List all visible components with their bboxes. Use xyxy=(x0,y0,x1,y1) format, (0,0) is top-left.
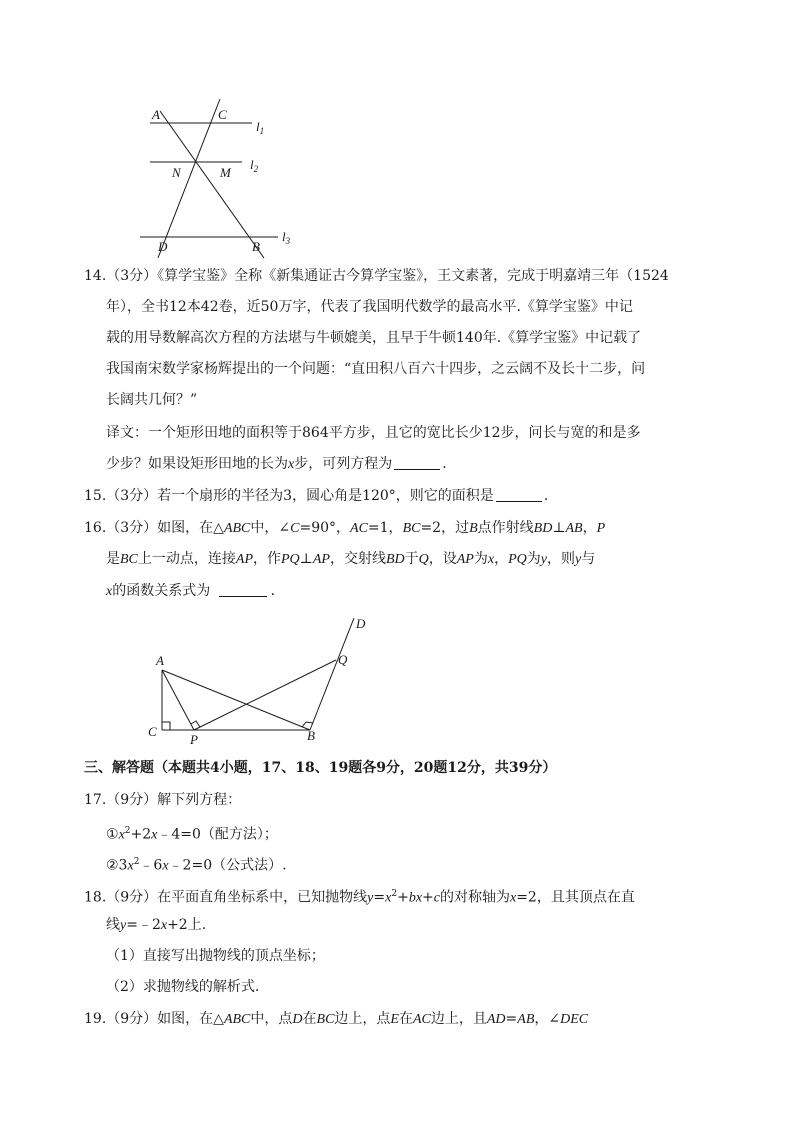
question-15: 15.（3分）若一个扇形的半径为3，圆心角是120°，则它的面积是 . xyxy=(84,488,549,504)
label-D: D xyxy=(158,239,168,254)
q14-line-3: 载的用导数解高次方程的方法堪与牛顿媲美，且早于牛顿140年.《算学宝鉴》中记载了 xyxy=(106,330,642,346)
q17-title: 17.（9分）解下列方程： xyxy=(84,792,242,808)
q18-part-2: （2）求抛物线的解析式. xyxy=(106,979,260,995)
label-M: M xyxy=(220,165,231,180)
label-D: D xyxy=(356,616,366,631)
label-C: C xyxy=(148,724,157,739)
label-B: B xyxy=(252,239,260,254)
q14-line-7: 少步？如果设矩形田地的长为x步，可列方程为 . xyxy=(106,456,447,472)
q18-line-1: 18.（9分）在平面直角坐标系中，已知抛物线$y=x^2+bx+c$的对称轴为x=2，且其顶点在直 xyxy=(84,889,635,906)
q17-item-1: $①x^2+2x﹣4=0$（配方法）； xyxy=(106,826,278,843)
answer-blank-14[interactable] xyxy=(394,455,440,470)
line-ab xyxy=(160,111,264,258)
q14-line-5: 长阔共几何？” xyxy=(106,392,198,408)
q14-line-6: 译文：一个矩形田地的面积等于864平方步，且它的宽比长少12步，问长与宽的和是多 xyxy=(106,425,641,441)
label-N: N xyxy=(172,165,181,180)
segment-pq xyxy=(194,660,336,730)
ray-bd xyxy=(310,618,354,730)
label-C: C xyxy=(218,107,227,122)
label-l3: $l_3$ xyxy=(282,229,291,246)
q18-part-1: （1）直接写出抛物线的顶点坐标； xyxy=(106,948,325,964)
label-Q: Q xyxy=(338,652,348,667)
segment-ap xyxy=(162,670,194,730)
q17-item-2: $②3x^2﹣6x﹣2=0$（公式法）. xyxy=(106,857,287,874)
q16-line-3: x的函数关系式为 . xyxy=(106,583,276,599)
segment-ab xyxy=(162,670,310,730)
right-angle-c xyxy=(162,722,170,730)
q14-line-2: 年），全书12本42卷，近50万字，代表了我国明代数学的最高水平.《算学宝鉴》中记 xyxy=(106,299,633,315)
answer-blank-15[interactable] xyxy=(496,487,542,502)
q14-line-4: 我国南宋数学家杨辉提出的一个问题：“直田积八百六十四步，之云阔不及长十二步，问 xyxy=(106,361,646,377)
question-19: 19.（9分）如图，在△ABC中，点D在BC边上，点E在AC边上，且AD=AB，∠DEC xyxy=(84,1011,589,1027)
figure-parallel-lines xyxy=(130,95,310,260)
label-A: A xyxy=(156,653,164,668)
answer-blank-16[interactable] xyxy=(219,582,267,597)
figure-triangle-ray xyxy=(140,612,380,747)
label-A: A xyxy=(152,107,160,122)
label-l2: $l_2$ xyxy=(250,157,259,174)
q14-line-1: 14.（3分）《算学宝鉴》全称《新集通证古今算学宝鉴》，王文素著，完成于明嘉靖三年（1524 xyxy=(84,268,669,284)
label-P: P xyxy=(190,732,198,747)
q16-line-2: 是BC上一动点，连接AP，作PQ⊥AP，交射线BD于Q，设AP为x，PQ为y，则y与 xyxy=(106,551,596,567)
label-l1: $l_1$ xyxy=(256,119,265,136)
section-3-heading: 三、解答题（本题共4小题，17、18、19题各9分，20题12分，共39分） xyxy=(84,760,557,776)
label-B: B xyxy=(307,728,315,743)
q18-line-2: 线y=﹣2x+2上. xyxy=(106,917,207,933)
q16-line-1: 16.（3分）如图，在△ABC中，∠C=90°，AC=1，BC=2，过B点作射线BD⊥AB，P xyxy=(84,520,606,536)
